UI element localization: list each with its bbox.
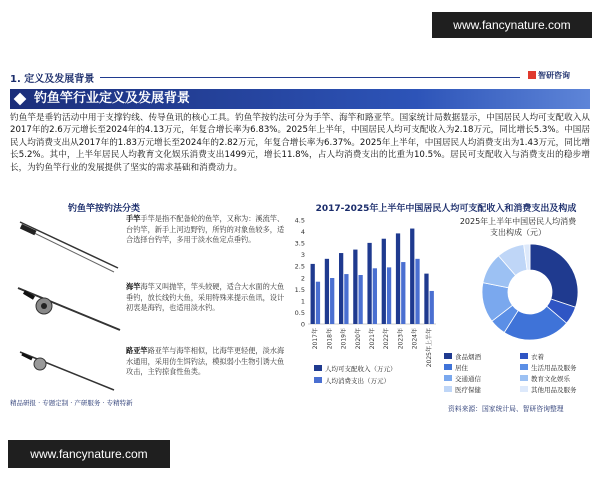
donut-legend-swatch [444,386,452,392]
y-tick-label: 2.5 [294,262,305,271]
watermark-top: www.fancynature.com [432,12,592,38]
brand-name: 智研咨询 [538,71,570,80]
y-tick-label: 0.5 [294,308,305,317]
donut-legend-swatch [444,364,452,370]
y-tick-label: 4 [300,228,305,237]
lure-rod-name: 路亚竿 [126,346,148,355]
bar-consume [401,262,405,324]
y-tick-label: 1.5 [294,285,305,294]
bar-income [367,243,371,324]
bar-income [353,250,357,324]
sea-rod-illustration [14,282,124,338]
donut-legend-swatch [520,364,528,370]
legend-label-income: 人均可支配收入（万元） [325,365,397,373]
donut-legend-label: 教育文化娱乐 [531,375,570,383]
lure-rod-desc: 路亚竿与海竿相似，比海竿更轻便，淡水海水通用，采用仿生饵钓法，模拟弱小生物引诱大鱼攻击，主钓掠食性鱼类。 [126,346,285,377]
footer-tags: 精品研报 · 专题定制 · 产研服务 · 专精特新 [10,399,133,407]
classification-title: 钓鱼竿按钓法分类 [68,204,141,214]
donut-title-line2: 支出构成（元） [490,228,546,237]
bar-consume [344,274,348,324]
income-consumption-chart [290,212,440,392]
rod-item-lure [14,346,289,396]
y-tick-label: 1 [300,297,305,306]
y-tick-label: 2 [300,274,305,283]
sea-rod-desc: 海竿又叫抛竿，竿头较硬，适合大水面的大鱼垂钓，放长线钓大鱼，采用特殊来提示鱼讯，设计初衷是海钓，也适用淡水钓。 [126,282,285,313]
chart-title: 2017-2025年上半年中国居民人均可支配收入和消费支出及构成 [315,204,577,214]
sea-rod-text [126,282,286,314]
donut-legend-item [444,363,468,372]
x-tick-label: 2022年 [383,328,391,350]
donut-legend-label: 交通通信 [455,375,481,383]
x-tick-label: 2024年 [411,328,419,350]
donut-legend-label: 生活用品及服务 [531,364,577,372]
donut-legend-label: 食品烟酒 [455,353,481,361]
bar-income [424,274,428,324]
bar-consume [430,291,434,324]
hand-rod-name: 手竿 [126,214,141,223]
y-tick-label: 3 [300,251,305,260]
legend-swatch-consume [314,377,322,383]
lure-rod-text [126,346,286,378]
donut-legend-swatch [520,353,528,359]
rod-item-hand [14,214,289,274]
bar-consume [358,275,362,324]
legend-consume [314,376,390,385]
brand-icon [528,71,536,79]
section-divider [100,77,520,78]
donut-legend-label: 其他用品及服务 [531,386,577,394]
bar-consume [387,267,391,324]
banner-title: 钓鱼竿行业定义及发展背景 [34,91,191,106]
x-tick-label: 2021年 [369,328,376,350]
bar-income [325,259,329,324]
donut-legend-label: 医疗保健 [455,386,481,394]
y-tick-label: 0 [300,320,305,329]
lure-rod-illustration [14,346,124,396]
donut-chart-svg [440,240,596,350]
x-tick-label: 2020年 [354,328,362,350]
donut-legend-item [444,385,481,394]
donut-title [440,216,596,238]
bar-consume [415,259,419,324]
x-tick-label: 2025年上半年 [425,328,433,368]
section-header [0,68,600,86]
donut-title-line1: 2025年上半年中国居民人均消费 [459,217,577,226]
donut-legend-item [520,352,544,361]
diamond-icon [14,93,27,106]
bar-income [339,253,343,324]
consumption-structure-chart [440,212,596,392]
sea-rod-name: 海竿 [126,282,141,291]
source-note: 资料来源：国家统计局、智研咨询整理 [448,405,564,413]
bar-income [311,264,315,324]
donut-legend-item [520,363,577,372]
legend-income [314,364,397,373]
bar-income [396,233,400,324]
x-tick-label: 2017年 [312,328,320,350]
bar-consume [373,268,377,324]
x-tick-label: 2023年 [397,328,405,350]
hand-rod-text [126,214,286,246]
bar-income [382,239,386,324]
donut-legend-label: 衣着 [531,353,544,361]
donut-legend-item [444,374,481,383]
donut-legend-swatch [444,353,452,359]
donut-legend-item [520,374,570,383]
donut-legend-swatch [444,375,452,381]
section-number-title: 1. 定义及发展背景 [10,74,95,85]
donut-legend-item [520,385,577,394]
hand-rod-desc: 手竿是指不配备轮的鱼竿，又称为：溪流竿、台钓竿，新手上河边野钓，所钓的对象鱼较多，适合选择台钓竿，多用于淡水鱼定点垂钓。 [126,214,285,245]
bar-income [410,229,414,324]
donut-legend-label: 居住 [455,364,468,372]
x-tick-label: 2018年 [326,328,334,350]
donut-legend-swatch [520,386,528,392]
bar-consume [316,282,320,324]
title-banner [10,89,590,109]
bar-consume [330,278,334,324]
legend-label-consume: 人均消费支出（万元） [325,377,390,385]
x-tick-label: 2019年 [340,328,348,350]
donut-slice [530,244,578,307]
hand-rod-illustration [14,214,124,274]
donut-legend-swatch [520,375,528,381]
rod-item-sea [14,282,289,338]
brand-logo [528,70,570,81]
legend-swatch-income [314,365,322,371]
watermark-bottom: www.fancynature.com [8,440,170,468]
y-tick-label: 4.5 [294,216,305,225]
donut-legend-item [444,352,481,361]
intro-paragraph: 钓鱼竿是垂钓活动中用于支撑钓线、传导鱼讯的核心工具。钓鱼竿按钓法可分为手竿、海竿和路亚竿。国家统计局数据显示，中国居民人均可支配收入从2017年的2.6万元增长至2024年的4.13万元，年复合增长率为6.83%。2025年上半年，中国居民人均可支配收入为2.18万元，同比增长5.3%。中国居民人均消费支出从2017年的1.83万元增长至2024年的2.82万元，年复合增长率为6.37%。2025年上半年，中国居民人均消费支出为1.43万元，同比增长5.2%。其中，上半年居民人均教育文化娱乐消费支出1499元，增长11.8%，占人均消费支出的比重为10.5%。居民可支配收入与消费支出的稳步增长，为钓鱼竿行业的发展提供了坚实的需求基础和消费动力。 [10,113,591,173]
y-tick-label: 3.5 [294,239,305,248]
